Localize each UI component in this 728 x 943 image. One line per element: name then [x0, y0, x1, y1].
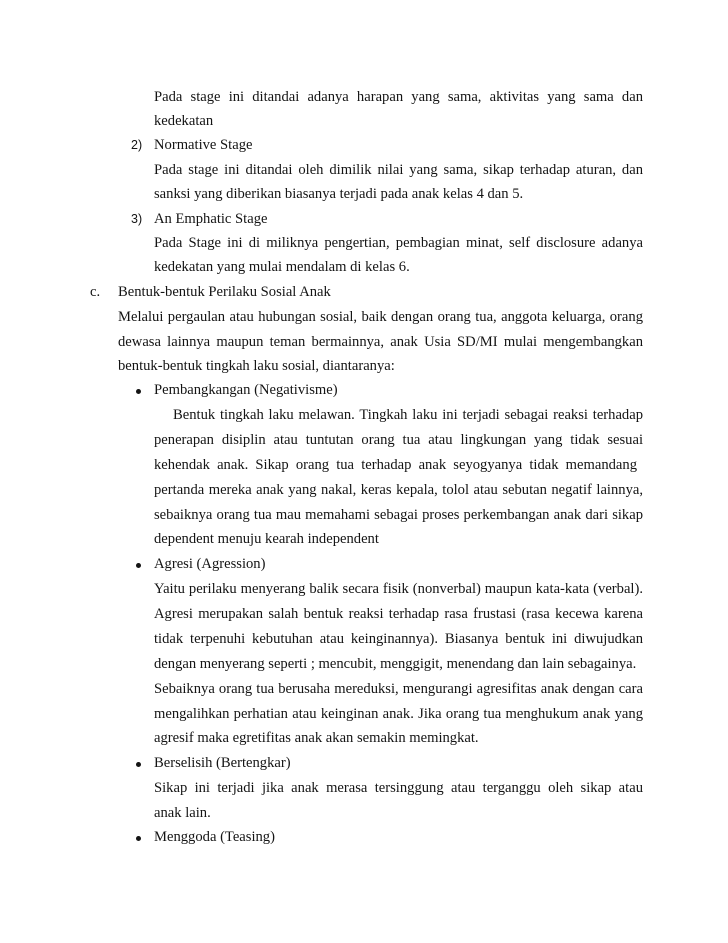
paragraph-line: Sebaiknya orang tua berusaha mereduksi, mengurangi agresifitas anak dengan cara	[154, 681, 643, 697]
paragraph-line: sebaiknya orang tua mau memahami sebagai proses perkembangan anak dari sikap	[154, 507, 643, 523]
paragraph-line: agresif maka egretifitas anak akan semakin memingkat.	[154, 730, 479, 746]
paragraph-line: penerapan disiplin atau tuntutan orang tua atau lingkungan yang tidak sesuai	[154, 432, 643, 448]
paragraph-line: kehendak anak. Sikap orang tua terhadap anak seyogyanya tidak memandang	[154, 457, 637, 473]
bullet-icon	[136, 389, 141, 394]
paragraph-line: sanksi yang diberikan biasanya terjadi pada anak kelas 4 dan 5.	[154, 186, 524, 202]
paragraph-line: kedekatan yang mulai mendalam di kelas 6.	[154, 259, 410, 275]
paragraph-line: tidak terpenuhi kebutuhan atau keinginannya). Biasanya bentuk ini diwujudkan	[154, 631, 643, 647]
paragraph-line: kedekatan	[154, 113, 214, 129]
bullet-title: Berselisih (Bertengkar)	[154, 755, 291, 771]
list-number: 2)	[131, 138, 143, 152]
paragraph-line: mengalihkan perhatian atau keinginan anak. Jika orang tua menghukum anak yang	[154, 706, 643, 722]
paragraph-line: Pada stage ini ditandai adanya harapan yang sama, aktivitas yang sama dan	[154, 89, 643, 105]
paragraph-line: Pada Stage ini di miliknya pengertian, pembagian minat, self disclosure adanya	[154, 235, 643, 251]
bullet-icon	[136, 563, 141, 568]
paragraph-line: pertanda mereka anak yang nakal, keras kepala, tolol atau sebutan negatif lainnya,	[154, 482, 643, 498]
list-item-title: An Emphatic Stage	[154, 211, 268, 227]
paragraph-line: Yaitu perilaku menyerang balik secara fisik (nonverbal) maupun kata-kata (verbal).	[154, 581, 643, 597]
paragraph-line: dengan menyerang seperti ; mencubit, menggigit, menendang dan lain sebagainya.	[154, 656, 637, 672]
bullet-icon	[136, 762, 141, 767]
paragraph-line: Pada stage ini ditandai oleh dimilik nilai yang sama, sikap terhadap aturan, dan	[154, 162, 643, 178]
bullet-title: Agresi (Agression)	[154, 556, 266, 572]
bullet-title: Pembangkangan (Negativisme)	[154, 382, 338, 398]
list-number: 3)	[131, 212, 143, 226]
section-letter: c.	[90, 284, 101, 300]
bullet-icon	[136, 836, 141, 841]
paragraph-line: dependent menuju kearah independent	[154, 531, 379, 547]
paragraph-line: Bentuk tingkah laku melawan. Tingkah laku ini terjadi sebagai reaksi terhadap	[173, 407, 643, 423]
paragraph-line: anak lain.	[154, 805, 211, 821]
paragraph-line: Melalui pergaulan atau hubungan sosial, baik dengan orang tua, anggota keluarga, orang	[118, 309, 643, 325]
paragraph-line: Sikap ini terjadi jika anak merasa tersinggung atau terganggu oleh sikap atau	[154, 780, 643, 796]
list-item-title: Normative Stage	[154, 137, 253, 153]
bullet-title: Menggoda (Teasing)	[154, 829, 275, 845]
paragraph-line: Agresi merupakan salah bentuk reaksi terhadap rasa frustasi (rasa kecewa karena	[154, 606, 643, 622]
section-heading: Bentuk-bentuk Perilaku Sosial Anak	[118, 284, 331, 300]
paragraph-line: bentuk-bentuk tingkah laku sosial, diantaranya:	[118, 358, 395, 374]
paragraph-line: dewasa lainnya maupun teman bermainnya, anak Usia SD/MI mulai mengembangkan	[118, 334, 643, 350]
